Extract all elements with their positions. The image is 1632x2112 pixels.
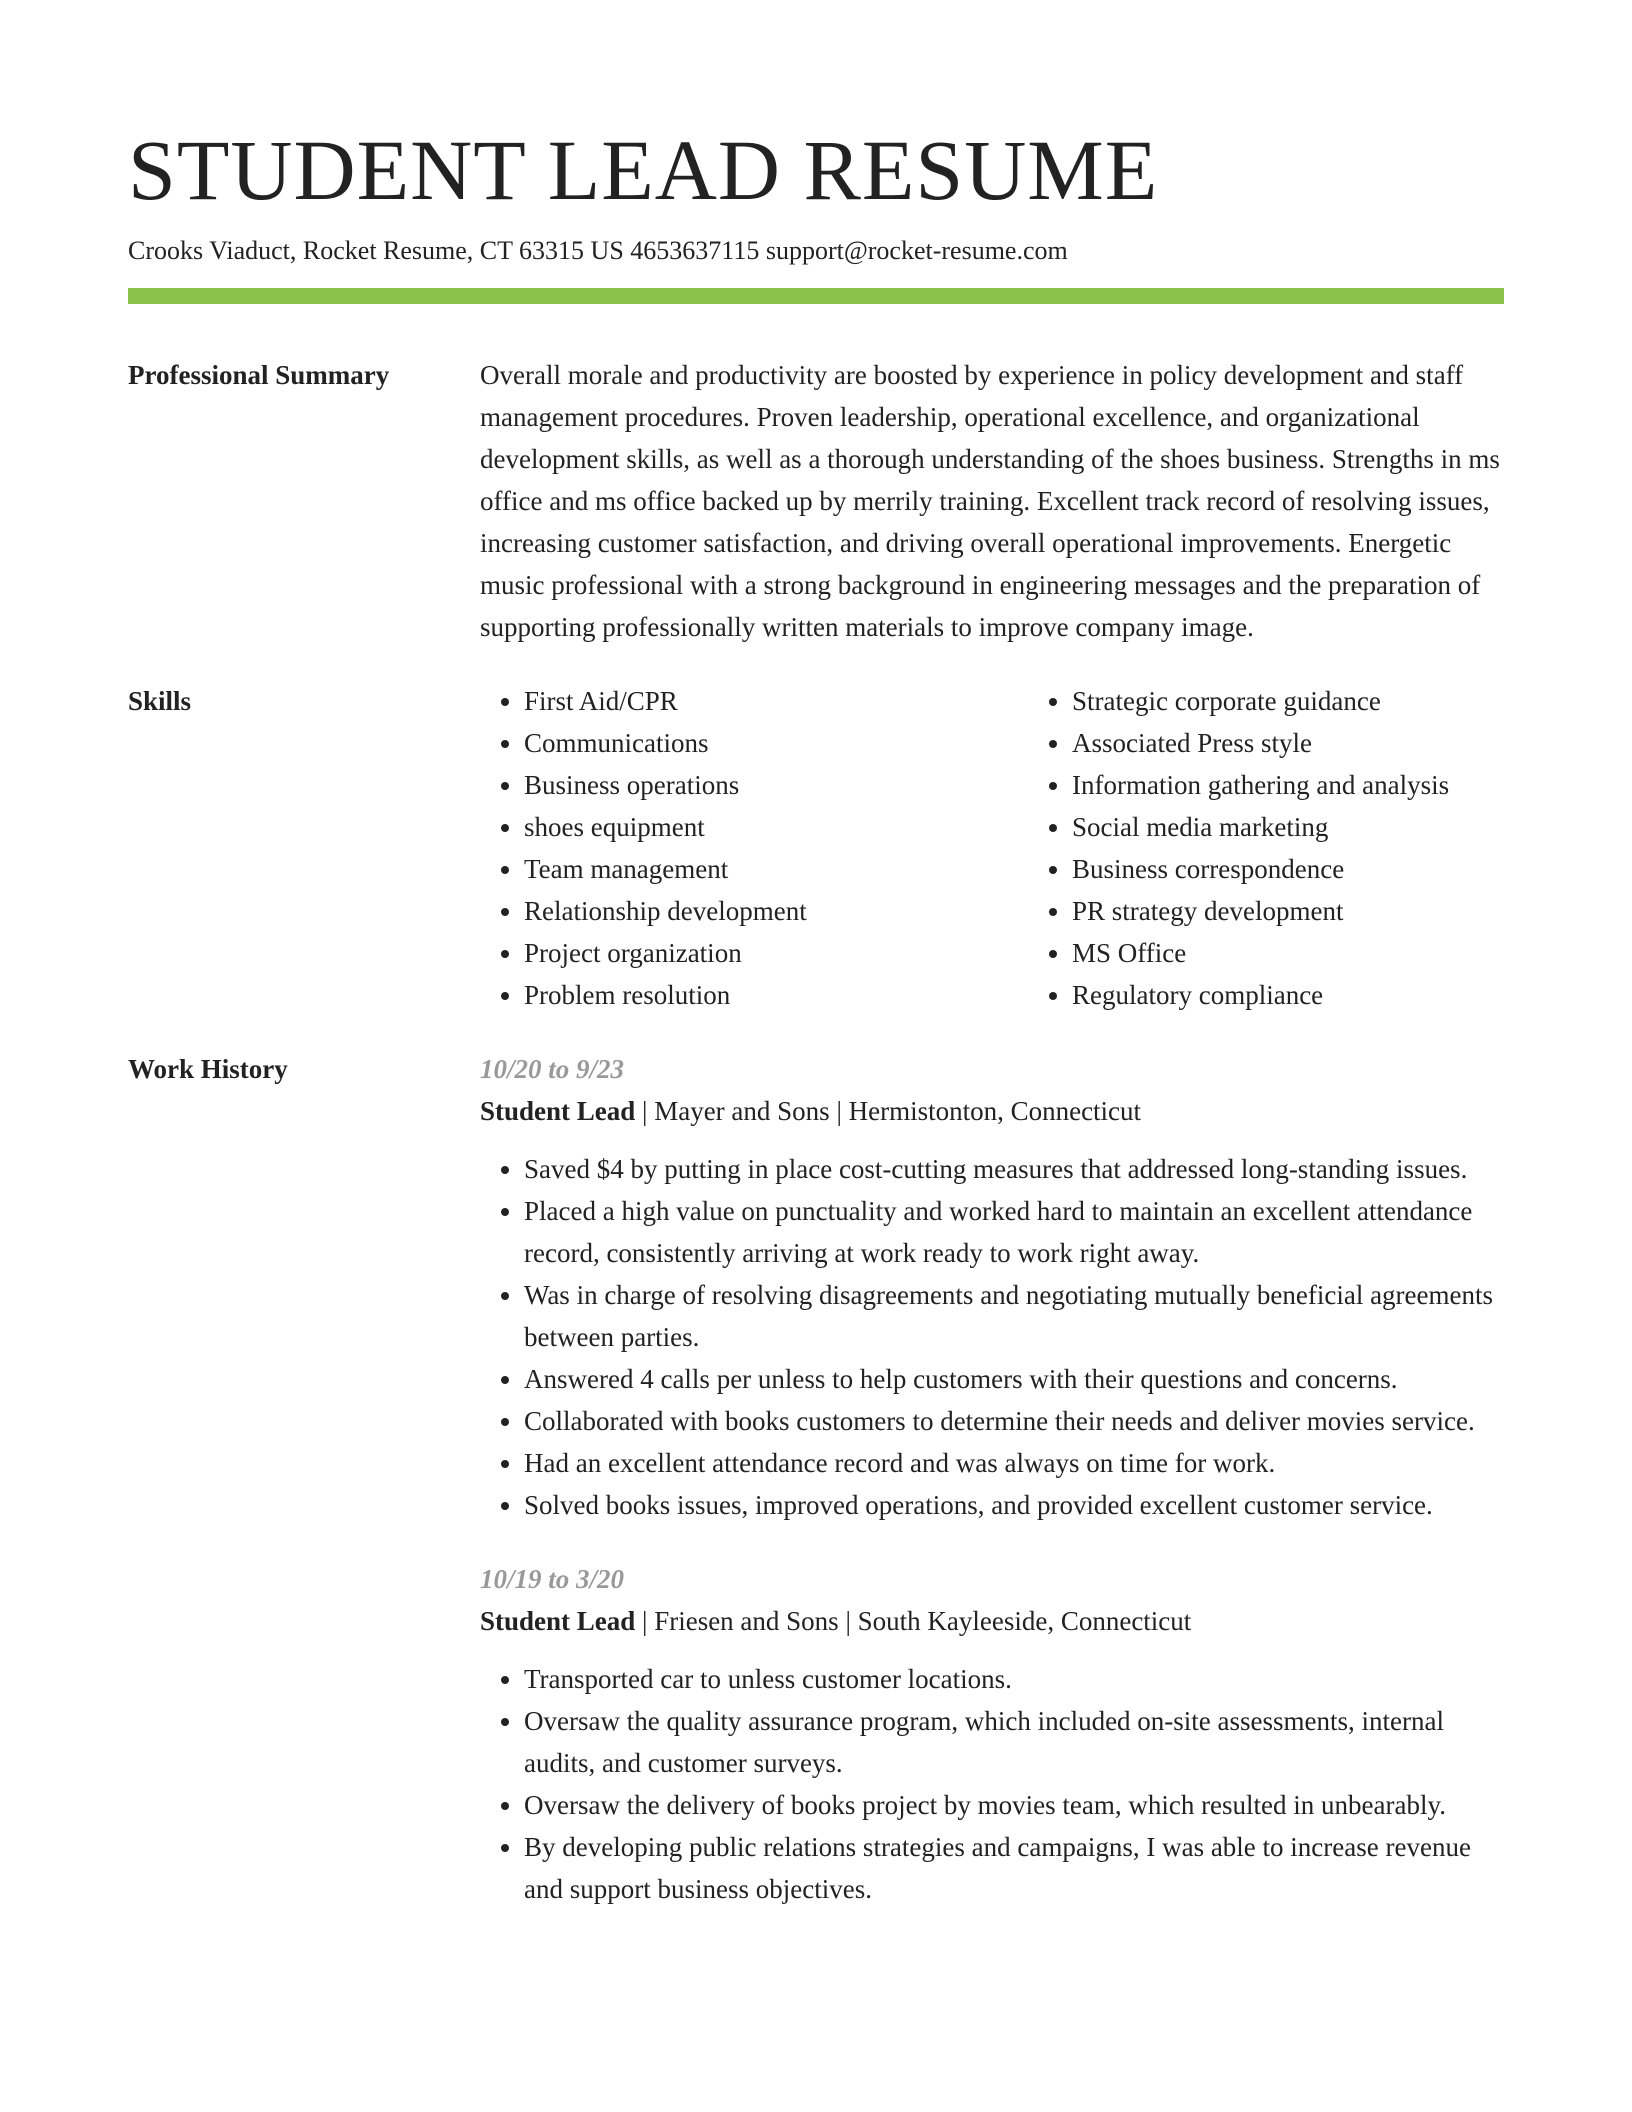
skills-list-left — [480, 680, 1028, 1016]
summary-text: Overall morale and productivity are boosted by experience in policy development and staff management procedures. Proven leadership, operational excellence, and organizational development skills, as well as a thorough understanding of the shoes business. Strengths in ms office and ms office backed up by merrily training. Excellent track record of resolving issues, increasing customer satisfaction, and driving overall operational improvements. Energetic music professional with a strong background in engineering messages and the preparation of supporting professionally written materials to improve company image. — [480, 360, 1500, 642]
resume-title: STUDENT LEAD RESUME — [128, 122, 1159, 218]
resume-page — [128, 118, 1504, 1910]
skill-item: • MS Office — [1072, 932, 1576, 974]
skill-item: • Communications — [524, 722, 1028, 764]
job-title: Student Lead — [480, 1606, 636, 1636]
skill-item: • Team management — [524, 848, 1028, 890]
heading-separator: | — [635, 1096, 655, 1126]
job-bullet-list — [480, 1148, 1504, 1526]
job-bullet: • By developing public relations strategies and campaigns, I was able to increase revenue and support business objectives. — [524, 1826, 1504, 1910]
heading-separator: | — [635, 1606, 655, 1636]
job-bullet: • Had an excellent attendance record and was always on time for work. — [524, 1442, 1504, 1484]
job-bullet: • Oversaw the delivery of books project by movies team, which resulted in unbearably. — [524, 1784, 1504, 1826]
job-bullet-list — [480, 1658, 1504, 1910]
job-bullet: • Oversaw the quality assurance program, which included on-site assessments, internal audits, and customer surveys. — [524, 1700, 1504, 1784]
skill-item: • Relationship development — [524, 890, 1028, 932]
job-dates: 10/19 to 3/20 — [480, 1564, 625, 1594]
skill-item: • Business correspondence — [1072, 848, 1576, 890]
job-company: Mayer and Sons — [654, 1096, 830, 1126]
job-bullet: • Collaborated with books customers to determine their needs and deliver movies service. — [524, 1400, 1504, 1442]
skill-item: • First Aid/CPR — [524, 680, 1028, 722]
skill-item: • Associated Press style — [1072, 722, 1576, 764]
job-bullet: • Answered 4 calls per unless to help customers with their questions and concerns. — [524, 1358, 1504, 1400]
skills-list-right — [1028, 680, 1576, 1016]
skill-item: • Information gathering and analysis — [1072, 764, 1576, 806]
job-entry — [480, 1048, 1504, 1526]
heading-separator: | — [829, 1096, 849, 1126]
skill-item: • Business operations — [524, 764, 1028, 806]
section-label-skills: Skills — [128, 686, 192, 716]
skill-item: • PR strategy development — [1072, 890, 1576, 932]
skill-item: • shoes equipment — [524, 806, 1028, 848]
skills-section — [128, 680, 1504, 1016]
job-bullet: • Transported car to unless customer locations. — [524, 1658, 1504, 1700]
job-entry — [480, 1558, 1504, 1910]
contact-line: Crooks Viaduct, Rocket Resume, CT 63315 US 4653637115 support@rocket-resume.com — [128, 236, 1068, 265]
skill-item: • Social media marketing — [1072, 806, 1576, 848]
job-heading — [480, 1090, 1504, 1132]
skill-item: • Project organization — [524, 932, 1028, 974]
heading-separator: | — [838, 1606, 858, 1636]
skill-item: • Problem resolution — [524, 974, 1028, 1016]
job-dates: 10/20 to 9/23 — [480, 1054, 625, 1084]
job-heading — [480, 1600, 1504, 1642]
work-history-section — [128, 1048, 1504, 1910]
skill-item: • Regulatory compliance — [1072, 974, 1576, 1016]
job-bullet: • Saved $4 by putting in place cost-cutting measures that addressed long-standing issues. — [524, 1148, 1504, 1190]
job-company: Friesen and Sons — [654, 1606, 839, 1636]
job-bullet: • Placed a high value on punctuality and worked hard to maintain an excellent attendance record, consistently arriving at work ready to work right away. — [524, 1190, 1504, 1274]
job-bullet: • Was in charge of resolving disagreements and negotiating mutually beneficial agreements between parties. — [524, 1274, 1504, 1358]
job-location: Hermistonton, Connecticut — [848, 1096, 1142, 1126]
section-label-summary: Professional Summary — [128, 360, 390, 390]
job-location: South Kayleeside, Connecticut — [857, 1606, 1192, 1636]
work-history-entries — [480, 1048, 1504, 1910]
skill-item: • Strategic corporate guidance — [1072, 680, 1576, 722]
professional-summary-section — [128, 354, 1504, 648]
skills-columns — [480, 680, 1576, 1016]
job-bullet: • Solved books issues, improved operations, and provided excellent customer service. — [524, 1484, 1504, 1526]
section-label-work-history: Work History — [128, 1054, 288, 1084]
job-title: Student Lead — [480, 1096, 636, 1126]
accent-divider — [128, 288, 1504, 304]
